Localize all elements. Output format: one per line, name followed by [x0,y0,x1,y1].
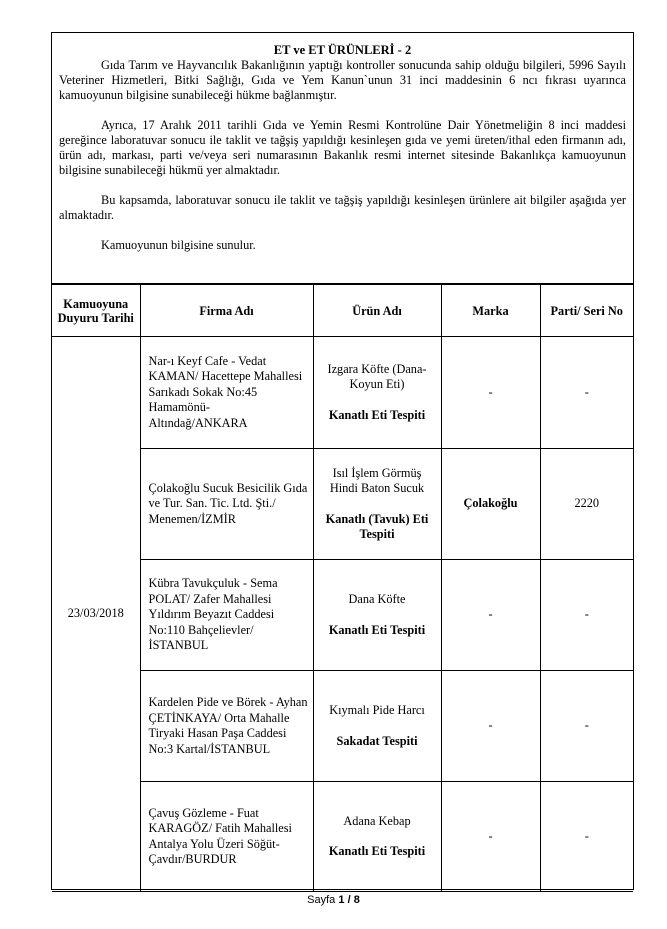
table-row [52,337,633,449]
header-brand: Marka [441,285,540,337]
product-finding: Sakadat Tespiti [336,733,418,748]
header-lot: Parti/ Seri No [540,285,633,337]
page-separator: / [347,894,351,906]
firm-cell: Kardelen Pide ve Börek - Ayhan ÇETİNKAYA/ Orta Mahalle Tiryaki Hasan Paşa Caddesi No:3 Kartal/İSTANBUL [140,671,313,782]
brand-cell: - [441,337,540,449]
product-finding: Kanatlı Eti Tespiti [328,622,426,637]
intro-paragraph-2: Ayrıca, 17 Aralık 2011 tarihli Gıda ve Yemin Resmi Kontrolüne Dair Yönetmeliğin 8 inci maddesi gereğince laboratuvar sonucu ile taklit ve tağşiş yapıldığı kesinleşen gıda ve yemi üreten/ithal eden firmanın adı, ürün adı, markası, parti ve/veya seri numarasının Bakanlık resmi internet sitesinde Bakanlıkça kamuoyunun bilgisine sunabileceği hükmü yer almaktadır. [59,118,626,177]
intro-paragraph-1: Gıda Tarım ve Hayvancılık Bakanlığının yaptığı kontroller sonucunda sahip olduğu bilgileri, 5996 Sayılı Veteriner Hizmetleri, Bitki Sağlığı, Gıda ve Yem Kanun`unun 31 inci maddesinin 6 ncı fıkrası uyarınca kamuoyunun bilgisine sunabileceği hükme bağlanmıştır. [59,58,626,102]
product-cell [313,560,441,671]
lot-cell: - [540,337,633,449]
intro-section [52,33,633,284]
firm-cell: Çolakoğlu Sucuk Besicilik Gıda ve Tur. San. Tic. Ltd. Şti./ Menemen/İZMİR [140,449,313,560]
lot-cell: - [540,671,633,782]
header-date: Kamuoyuna Duyuru Tarihi [52,285,140,337]
product-cell [313,671,441,782]
product-name: Dana Köfte [348,592,406,606]
results-table [52,284,633,892]
document-title: ET ve ET ÜRÜNLERİ - 2 [273,43,412,57]
product-cell [313,337,441,449]
document-frame [51,32,634,890]
product-name: Isıl İşlem Görmüş Hindi Baton Sucuk [329,465,425,495]
lot-cell: - [540,560,633,671]
brand-cell: - [441,782,540,892]
table-row [52,560,633,671]
brand-cell: - [441,671,540,782]
firm-cell: Nar-ı Keyf Cafe - Vedat KAMAN/ Hacettepe Mahallesi Sarıkadı Sokak No:45 Hamamönü-Altındağ/ANKARA [140,337,313,449]
table-header-row [52,285,633,337]
page-current: 1 [338,894,345,906]
product-finding: Kanatlı (Tavuk) Eti Tespiti [325,511,429,541]
product-finding: Kanatlı Eti Tespiti [328,407,426,422]
product-cell [313,449,441,560]
page-total: 8 [353,894,360,906]
header-firm: Firma Adı [140,285,313,337]
product-name: Izgara Köfte (Dana-Koyun Eti) [327,361,427,392]
page-label: Sayfa [307,894,336,906]
lot-cell: 2220 [540,449,633,560]
table-row [52,782,633,892]
table-row [52,449,633,560]
product-finding: Kanatlı Eti Tespiti [328,844,426,858]
firm-cell: Kübra Tavukçuluk - Sema POLAT/ Zafer Mahallesi Yıldırım Beyazıt Caddesi No:110 Bahçelievler/İSTANBUL [140,560,313,671]
product-name: Adana Kebap [343,813,411,828]
firm-cell: Çavuş Gözleme - Fuat KARAGÖZ/ Fatih Mahallesi Antalya Yolu Üzeri Söğüt- Çavdır/BURDUR [140,782,313,892]
brand-cell: Çolakoğlu [441,449,540,560]
table-row [52,671,633,782]
brand-cell: - [441,560,540,671]
lot-cell: - [540,782,633,892]
intro-paragraph-3: Bu kapsamda, laboratuvar sonucu ile taklit ve tağşiş yapıldığı kesinleşen ürünlere ait bilgiler aşağıda yer almaktadır. [59,193,626,222]
product-cell [313,782,441,892]
header-product: Ürün Adı [313,285,441,337]
intro-paragraph-4: Kamuoyunun bilgisine sunulur. [101,238,256,252]
announcement-date: 23/03/2018 [52,337,140,892]
product-name: Kıymalı Pide Harcı [329,703,425,717]
page-footer [0,894,667,906]
